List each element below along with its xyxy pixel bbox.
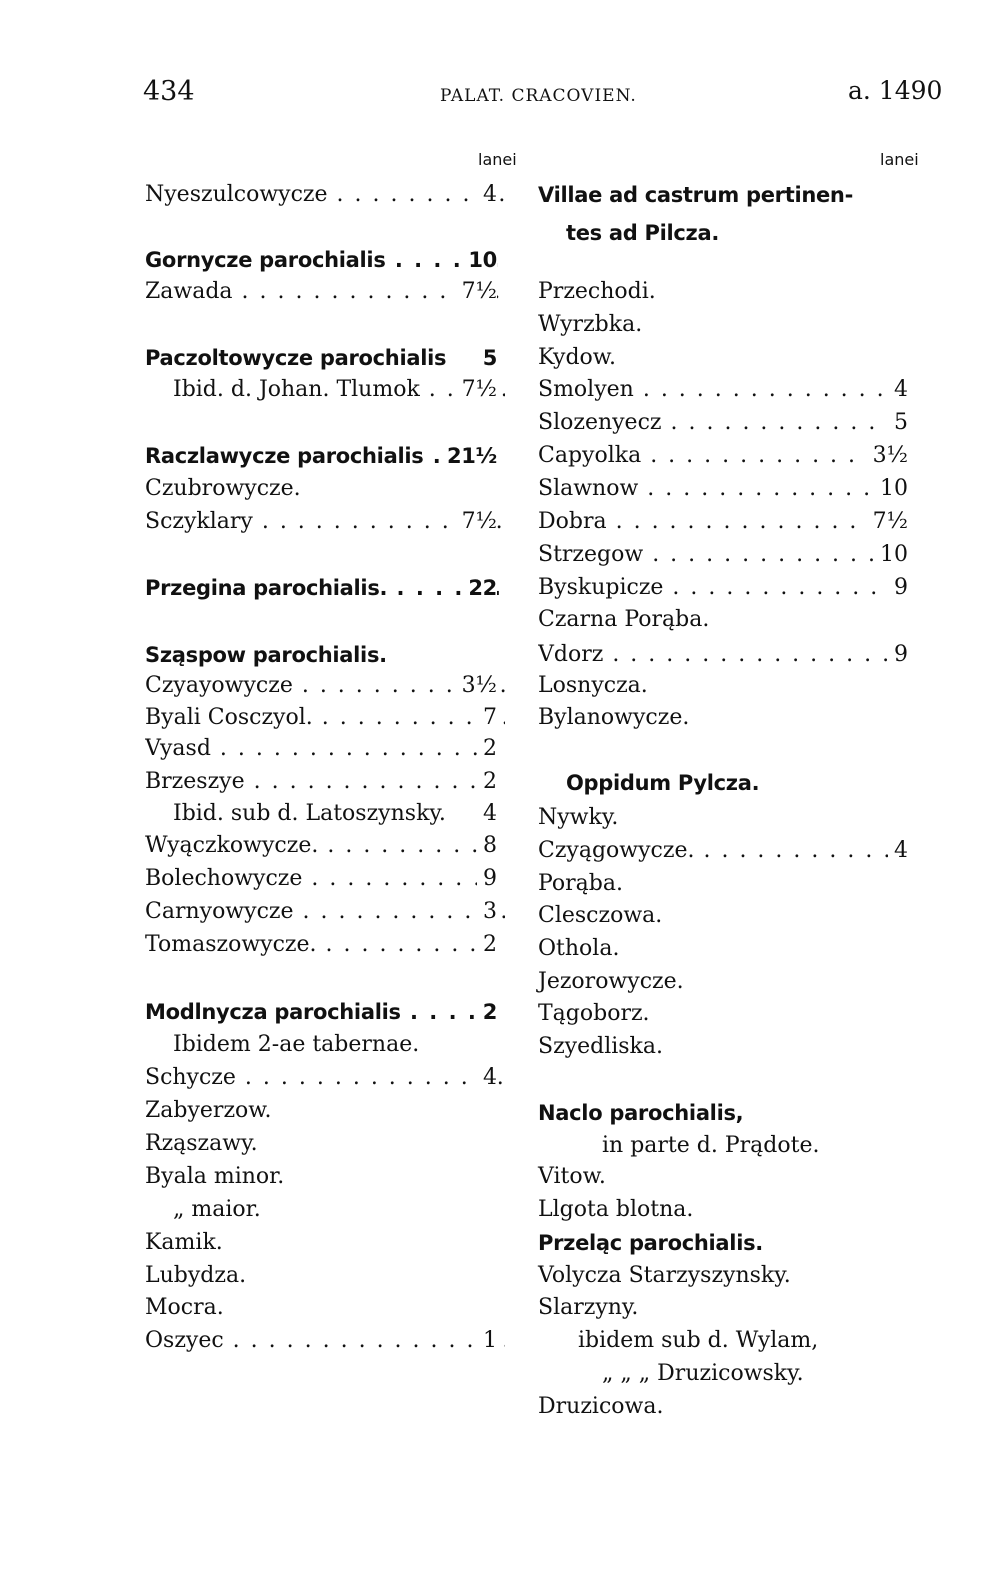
entry-name: Wyrzbka. [538,312,643,337]
entry-name: Czyągowycze. . . . [538,838,908,863]
left-entry [145,1063,505,1093]
right-entry [538,507,908,537]
right-entry [538,1326,908,1356]
entry-value: 1 [477,1326,497,1356]
entry-name: ibidem sub d. Wylam, [578,1328,819,1353]
right-entry [538,967,908,997]
entry-name: Oszyec . . . [145,1328,505,1353]
entry-name: Druzicowa. [538,1394,664,1419]
entry-name: Villae ad castrum pertinen- [538,183,854,207]
entry-name: Vyasd . . . [145,736,505,761]
left-entry [145,180,505,210]
left-entry [145,734,505,764]
entry-name: Byala minor. [145,1164,285,1189]
entry-name: Slozenyecz . . . [538,410,908,435]
entry-name: Nyeszulcowycze . . . [145,182,505,207]
entry-name: Othola. [538,936,620,961]
entry-name: Mocra. [145,1295,224,1320]
left-entry [145,245,505,275]
left-entry [145,441,505,471]
entry-name: Zawada . . . [145,279,505,304]
entry-value: 7½ [456,277,497,307]
entry-value: 21½ [441,441,497,471]
right-entry [538,803,908,833]
entry-name: Przegina parochialis. . . . [145,576,505,600]
right-entry [538,408,908,438]
left-entry [145,1162,505,1192]
entry-name: Kamik. [145,1230,223,1255]
left-entry [145,1228,505,1258]
right-entry [538,218,908,248]
right-entry [538,277,908,307]
entry-name: Smolyen . . . [538,377,908,402]
left-entry [145,997,505,1027]
entry-name: Carnyowycze . . . [145,899,505,924]
year-label: a. 1490 [848,76,943,105]
left-entry [145,277,505,307]
entry-name: Capyolka . . . [538,443,908,468]
right-entry [538,1261,908,1291]
entry-name: Bylanowycze. [538,705,690,730]
entry-name: Volycza Starzyszynsky. [538,1263,791,1288]
left-entry [145,671,505,701]
right-entry [538,1131,908,1161]
entry-value: 4 [888,836,908,866]
left-entry [145,897,505,927]
entry-name: Dobra . . . [538,509,908,534]
entry-value: 2 [477,930,497,960]
entry-name: Szyedliska. [538,1034,663,1059]
left-entry [145,1030,505,1060]
right-entry [538,1098,908,1128]
entry-name: Byskupicze . . . [538,575,908,600]
right-entry [538,180,908,210]
entry-value: 5 [888,408,908,438]
entry-name: Raczlawycze parochialis . . . [145,444,505,468]
right-entry [538,540,908,570]
entry-name: Vitow. [538,1164,606,1189]
left-entry [145,703,505,733]
left-entry [145,864,505,894]
entry-value: 3½ [456,671,497,701]
entry-value: 4 [477,1063,497,1093]
entry-value: 2 [477,767,497,797]
entry-name: Ibid. d. Johan. Tlumok . . . [145,377,505,402]
entry-name: Czyayowycze . . . [145,673,505,698]
entry-value: 10 [874,540,908,570]
right-entry [538,1195,908,1225]
right-entry [538,343,908,373]
left-entry [145,375,505,405]
entry-name: Sczyklary . . . [145,509,505,534]
right-entry [538,869,908,899]
entry-name: Bolechowycze . . . [145,866,505,891]
left-entry [145,1326,505,1356]
left-entry [145,1096,505,1126]
entry-value: 7½ [867,507,908,537]
left-entry [145,1261,505,1291]
right-entry [538,1392,908,1422]
entry-value: 4 [477,799,497,829]
entry-name: Byali Cosczyol. . . . [145,705,505,730]
entry-name: Przeląc parochialis. [538,1231,763,1255]
entry-name: Brzeszye . . . [145,769,505,794]
entry-name: Czarna Porąba. [538,607,710,632]
right-entry [538,768,908,798]
entry-name: Rząszawy. [145,1131,258,1156]
entry-name: Clesczowa. [538,903,663,928]
right-entry [538,703,908,733]
left-entry [145,507,505,537]
entry-name: Porąba. [538,871,623,896]
entry-value: 7½ [456,507,497,537]
entry-name: Ibidem 2-ae tabernae. [173,1032,420,1057]
entry-value: 8 [477,831,497,861]
entry-value: 2 [477,997,497,1027]
left-entry [145,1129,505,1159]
right-entry [538,441,908,471]
entry-name: Przechodi. [538,279,656,304]
right-entry [538,1228,908,1258]
entry-name: in parte d. Prądote. [602,1133,820,1158]
left-entry [145,573,505,603]
entry-name: Slarzyny. [538,1295,639,1320]
entry-name: „ maior. [173,1197,261,1222]
unit-label-right: lanei [880,150,919,169]
right-entry [538,375,908,405]
entry-name: Czubrowycze. [145,476,301,501]
entry-name: Losnycza. [538,673,648,698]
right-entry [538,671,908,701]
unit-label-left: lanei [478,150,517,169]
left-entry [145,831,505,861]
entry-name: Ibid. sub d. Latoszynsky. [173,801,446,826]
left-entry [145,640,505,670]
entry-value: 9 [888,573,908,603]
right-entry [538,474,908,504]
right-entry [538,310,908,340]
right-entry [538,999,908,1029]
entry-name: Vdorz . . . [538,642,908,667]
entry-value: 4 [888,375,908,405]
left-entry [145,1293,505,1323]
entry-value: 22 [462,573,497,603]
right-entry [538,1359,908,1389]
running-title: PALAT. CRACOVIEN. [440,86,637,106]
entry-name: tes ad Pilcza. [566,221,720,245]
right-entry [538,1293,908,1323]
left-entry [145,767,505,797]
entry-name: Kydow. [538,345,616,370]
entry-name: Gornycze parochialis . . . [145,248,505,272]
entry-name: Wyączkowycze. . . . [145,833,505,858]
right-entry [538,836,908,866]
entry-value: 10 [874,474,908,504]
entry-name: Llgota blotna. [538,1197,694,1222]
entry-value: 10 [462,245,497,275]
entry-value: 5 [477,343,497,373]
right-entry [538,605,908,635]
entry-value: 2 [477,734,497,764]
left-entry [145,474,505,504]
right-entry [538,640,908,670]
right-entry [538,934,908,964]
entry-name: Naclo parochialis, [538,1101,744,1125]
entry-value: 3 [477,897,497,927]
entry-value: 4 [477,180,497,210]
right-entry [538,901,908,931]
left-entry [145,799,505,829]
entry-name: Oppidum Pylcza. [566,771,760,795]
entry-name: Modlnycza parochialis . . . [145,1000,505,1024]
entry-name: Lubydza. [145,1263,247,1288]
entry-value: 3½ [867,441,908,471]
entry-name: Schycze . . . [145,1065,505,1090]
entry-name: „ „ „ Druzicowsky. [602,1361,804,1386]
left-entry [145,930,505,960]
entry-name: Tągoborz. [538,1001,650,1026]
entry-name: Strzegow . . . [538,542,908,567]
entry-name: Jezorowycze. [538,969,684,994]
page-number: 434 [143,76,195,107]
entry-name: Paczoltowycze parochialis [145,346,447,370]
left-entry [145,343,505,373]
entry-name: Nywky. [538,805,619,830]
entry-value: 7½ [456,375,497,405]
entry-value: 7 [477,703,497,733]
entry-name: Sząspow parochialis. [145,643,387,667]
entry-value: 9 [888,640,908,670]
entry-name: Tomaszowycze. . . . [145,932,505,957]
entry-name: Zabyerzow. [145,1098,272,1123]
right-entry [538,573,908,603]
left-entry [145,1195,505,1225]
entry-name: Slawnow . . . [538,476,908,501]
right-entry [538,1032,908,1062]
right-entry [538,1162,908,1192]
entry-value: 9 [477,864,497,894]
